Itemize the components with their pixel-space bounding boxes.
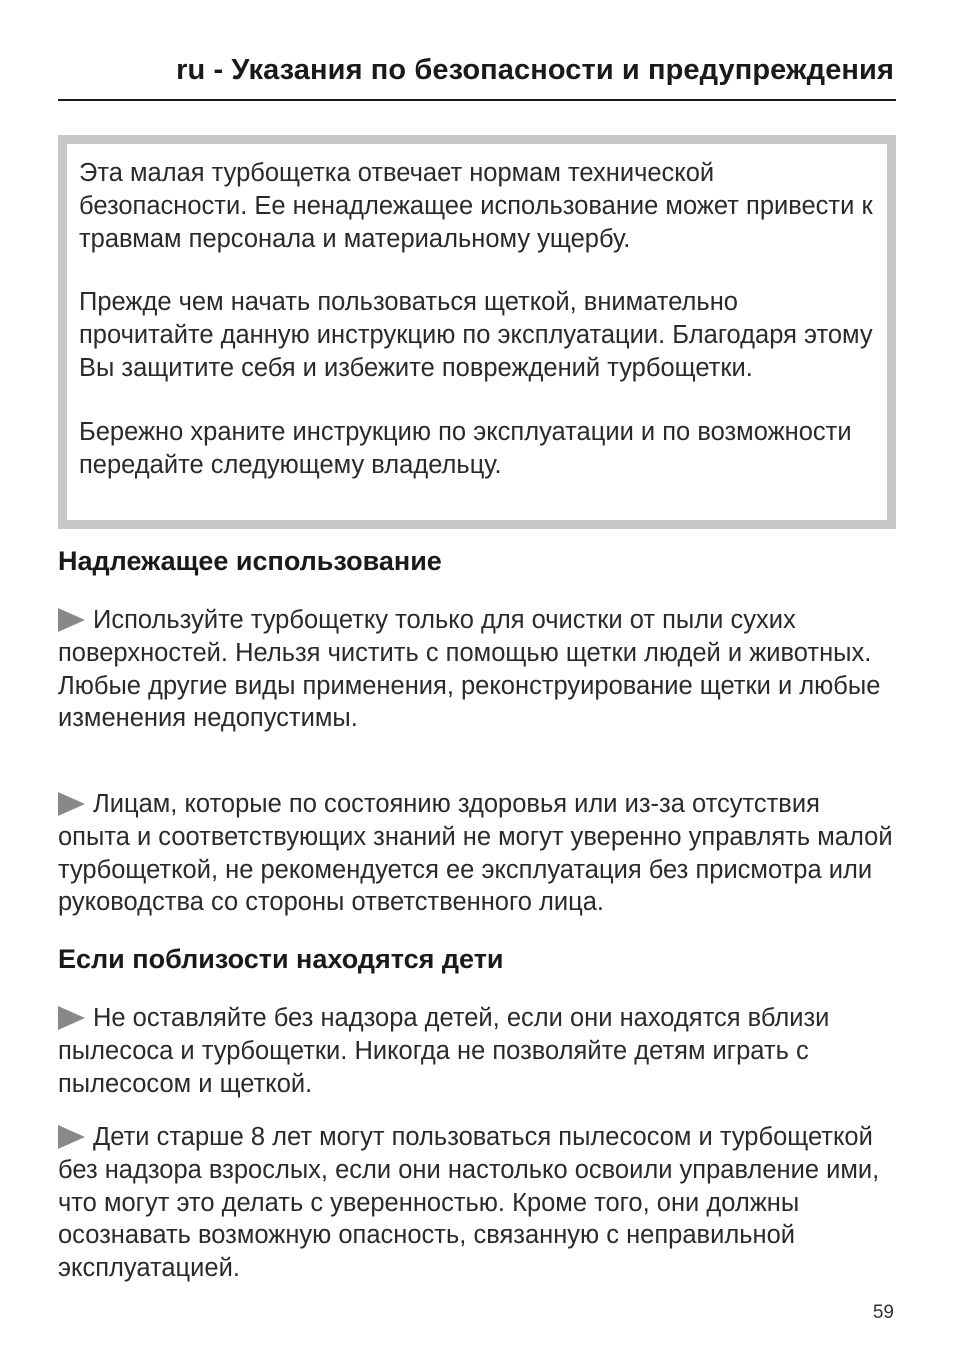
page-title: ru - Указания по безопасности и предупреждения — [176, 54, 894, 86]
intro-paragraph: Прежде чем начать пользоваться щеткой, внимательно прочитайте данную инструкцию по эксплуатации. Благодаря этому Вы защитите себя и избежите повреждений турбощетки. — [79, 288, 873, 382]
bullet-text: Дети старше 8 лет могут пользоваться пылесосом и турбощеткой без надзора взрослых, если они настолько освоили управление ими, что могут это делать с уверенностью. Кроме того, они должны осознавать возможную опасность, связанную с неправильной эксплуатацией. — [58, 1123, 880, 1283]
triangle-right-icon — [58, 608, 85, 632]
intro-paragraph: Эта малая турбощетка отвечает нормам технической безопасности. Ее ненадлежащее использование может привести к травмам персонала и материальному ущербу. — [79, 159, 873, 253]
bullet-paragraph — [58, 1002, 896, 1100]
bullet-text: Используйте турбощетку только для очистки от пыли сухих поверхностей. Нельзя чистить с помощью щетки людей и животных. — [58, 606, 872, 667]
bullet-item — [58, 788, 896, 919]
safety-intro-box — [58, 135, 896, 529]
triangle-right-icon — [58, 1006, 85, 1030]
triangle-right-icon — [58, 792, 85, 816]
bullet-text: Не оставляйте без надзора детей, если они находятся вблизи пылесоса и турбощетки. Никогда не позволяйте детям играть с пылесосом и щеткой. — [58, 1004, 830, 1098]
intro-paragraph: Бережно храните инструкцию по эксплуатации и по возможности передайте следующему владельцу. — [79, 417, 852, 479]
bullet-item — [58, 1002, 896, 1100]
page-header — [58, 52, 896, 101]
bullet-paragraph — [58, 788, 896, 919]
bullet-continuation: Любые другие виды применения, реконструирование щетки и любые изменения недопустимы. — [58, 671, 881, 733]
bullet-text: Лицам, которые по состоянию здоровья или из-за отсутствия опыта и соответствующих знаний не могут уверенно управлять малой турбощеткой, не рекомендуется ее эксплуатация без присмотра или руководства со стороны ответственного лица. — [58, 790, 893, 917]
bullet-paragraph — [58, 1121, 896, 1285]
page-number: 59 — [872, 1302, 894, 1323]
section-heading-proper-use: Надлежащее использование — [58, 546, 442, 576]
bullet-paragraph — [58, 604, 896, 670]
bullet-item — [58, 604, 896, 735]
triangle-right-icon — [58, 1125, 85, 1149]
bullet-item — [58, 1121, 896, 1285]
section-heading-children: Если поблизости находятся дети — [58, 944, 504, 974]
